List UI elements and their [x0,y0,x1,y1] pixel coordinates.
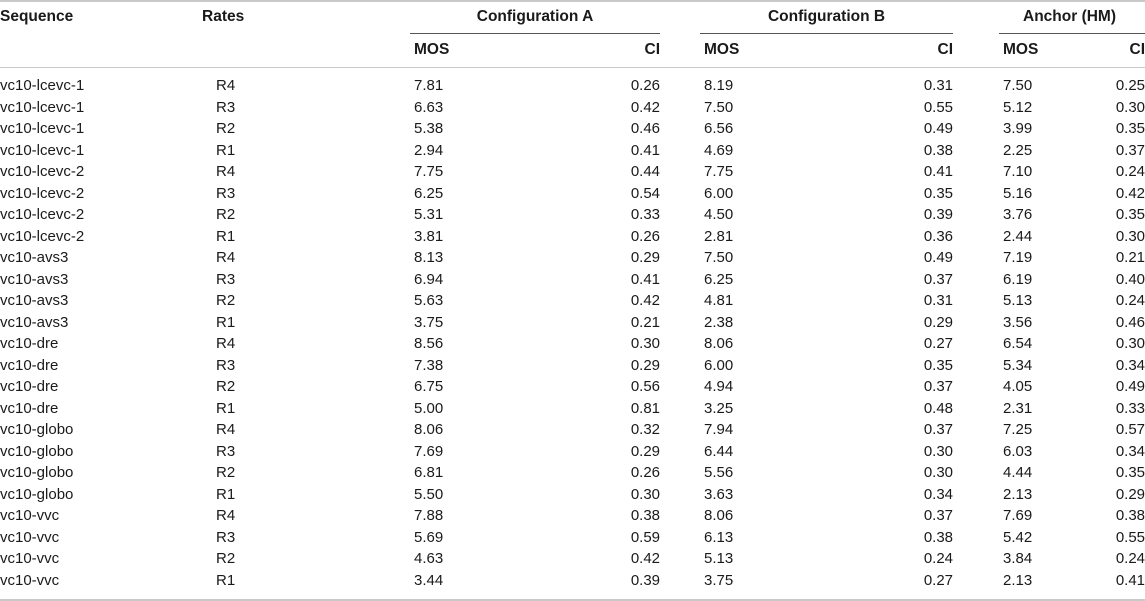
cell-mos-b: 6.00 [704,184,734,202]
table-row [0,226,1145,248]
cell-ci-a: 0.32 [630,421,661,438]
cell-mos-a: 2.94 [414,141,444,159]
cell-mos-a: 3.44 [414,571,444,589]
cell-ci-a: 0.21 [630,313,661,331]
table-row [0,570,1145,592]
cell-sequence: vc10-dre [0,399,59,417]
cell-anchor [999,505,1145,527]
table-row [0,484,1145,506]
cell-ci-anchor: 0.30 [1115,335,1145,352]
table-row [0,548,1145,570]
cell-ci-b: 0.38 [923,141,954,159]
cell-mos-anchor: 7.19 [1003,249,1033,266]
cell-mos-a: 5.00 [414,399,444,417]
cell-anchor [999,527,1145,549]
cell-mos-b: 5.56 [704,464,734,481]
cell-rate: R3 [216,356,236,374]
cell-ci-anchor: 0.57 [1115,421,1145,438]
cell-rate: R4 [216,507,236,524]
cell-mos-b: 4.81 [704,292,734,309]
cell-ci-b: 0.41 [923,163,954,180]
cell-mos-a: 5.38 [414,120,444,137]
header-ci-b: CI [937,40,954,58]
cell-rate: R4 [216,421,236,438]
cell-mos-anchor: 7.10 [1003,163,1033,180]
cell-mos-a: 4.63 [414,550,444,567]
cell-mos-a: 5.50 [414,485,444,503]
header-mos-a: MOS [414,40,450,58]
cell-anchor [999,484,1145,506]
cell-ci-anchor: 0.38 [1115,507,1145,524]
cell-ci-a: 0.42 [630,550,661,567]
cell-ci-anchor: 0.41 [1115,571,1145,589]
cell-sequence: vc10-vvc [0,528,60,546]
cell-mos-a: 7.69 [414,442,444,460]
cell-ci-b: 0.37 [923,270,954,288]
cell-mos-a: 5.69 [414,528,444,546]
table-row [0,462,1145,484]
cell-ci-b: 0.31 [923,77,954,94]
cell-ci-a: 0.30 [630,485,661,503]
cell-ci-anchor: 0.25 [1115,77,1145,94]
cell-mos-a: 7.75 [414,163,444,180]
cell-sequence: vc10-globo [0,464,74,481]
cell-rate: R4 [216,249,236,266]
cell-sequence: vc10-globo [0,442,74,460]
header-group-anchor: Anchor (HM) [999,0,1145,34]
cell-ci-anchor: 0.24 [1115,550,1145,567]
table-row [0,269,1145,291]
cell-ci-b: 0.24 [923,550,954,567]
table-row [0,161,1145,183]
cell-mos-b: 4.50 [704,206,734,223]
table-row [0,355,1145,377]
cell-mos-a: 7.38 [414,356,444,374]
cell-ci-b: 0.30 [923,442,954,460]
cell-anchor [999,441,1145,463]
cell-mos-anchor: 2.13 [1003,571,1033,589]
cell-ci-b: 0.39 [923,206,954,223]
cell-anchor [999,312,1145,334]
cell-ci-anchor: 0.35 [1115,206,1145,223]
table-row [0,204,1145,226]
cell-sequence: vc10-vvc [0,571,60,589]
cell-mos-b: 8.06 [704,507,734,524]
cell-rate: R3 [216,98,236,116]
cell-mos-b: 4.69 [704,141,734,159]
cell-anchor [999,204,1145,226]
header-mos-anchor: MOS [1003,40,1039,58]
cell-ci-anchor: 0.30 [1115,227,1145,245]
cell-mos-anchor: 2.13 [1003,485,1033,503]
cell-ci-a: 0.41 [630,270,661,288]
table-row [0,505,1145,527]
cell-anchor [999,226,1145,248]
cell-ci-anchor: 0.33 [1115,399,1145,417]
table-row [0,527,1145,549]
cell-mos-anchor: 7.50 [1003,77,1033,94]
cell-anchor [999,247,1145,269]
cell-ci-b: 0.55 [923,98,954,116]
cell-rate: R2 [216,378,236,395]
header-group-config-a: Configuration A [410,0,660,34]
cell-ci-b: 0.36 [923,227,954,245]
table-row [0,140,1145,162]
cell-ci-anchor: 0.40 [1115,270,1145,288]
cell-ci-anchor: 0.55 [1115,528,1145,546]
cell-anchor [999,462,1145,484]
cell-ci-a: 0.81 [630,399,661,417]
cell-ci-anchor: 0.37 [1115,141,1145,159]
cell-ci-b: 0.27 [923,335,954,352]
cell-ci-anchor: 0.24 [1115,292,1145,309]
cell-ci-b: 0.29 [923,313,954,331]
table-row [0,376,1145,398]
cell-mos-anchor: 5.34 [1003,356,1033,374]
cell-anchor [999,570,1145,592]
cell-sequence: vc10-lcevc-2 [0,163,85,180]
cell-ci-b: 0.27 [923,571,954,589]
cell-anchor [999,118,1145,140]
cell-ci-anchor: 0.35 [1115,464,1145,481]
cell-ci-a: 0.54 [630,184,661,202]
cell-mos-b: 5.13 [704,550,734,567]
cell-sequence: vc10-globo [0,421,74,438]
table-row [0,247,1145,269]
cell-sequence: vc10-vvc [0,507,60,524]
cell-anchor [999,269,1145,291]
cell-mos-b: 6.13 [704,528,734,546]
cell-mos-anchor: 6.03 [1003,442,1033,460]
cell-ci-a: 0.46 [630,120,661,137]
table-body [0,65,1145,591]
header-mos-b: MOS [704,40,740,58]
cell-mos-a: 3.81 [414,227,444,245]
cell-mos-b: 6.00 [704,356,734,374]
cell-anchor [999,65,1145,97]
cell-mos-b: 6.44 [704,442,734,460]
cell-ci-anchor: 0.49 [1115,378,1145,395]
table-row [0,398,1145,420]
table-row [0,312,1145,334]
cell-mos-b: 8.06 [704,335,734,352]
cell-rate: R2 [216,550,236,567]
header-ci-a: CI [644,40,661,58]
cell-rate: R2 [216,206,236,223]
table-row [0,183,1145,205]
cell-mos-a: 5.63 [414,292,444,309]
cell-anchor [999,333,1145,355]
cell-ci-a: 0.30 [630,335,661,352]
cell-mos-anchor: 5.12 [1003,98,1033,116]
header-group-config-b: Configuration B [700,0,953,34]
cell-ci-a: 0.33 [630,206,661,223]
cell-mos-a: 7.81 [414,77,444,94]
cell-mos-b: 7.50 [704,98,734,116]
header-ci-anchor: CI [1129,40,1145,58]
cell-mos-b: 7.75 [704,163,734,180]
cell-ci-a: 0.59 [630,528,661,546]
cell-rate: R1 [216,571,236,589]
cell-mos-anchor: 6.54 [1003,335,1033,352]
cell-ci-a: 0.29 [630,356,661,374]
cell-anchor [999,140,1145,162]
cell-sequence: vc10-lcevc-1 [0,141,85,159]
cell-mos-a: 6.94 [414,270,444,288]
header-sequence: Sequence [0,7,74,25]
cell-ci-anchor: 0.34 [1115,356,1145,374]
cell-mos-b: 3.63 [704,485,734,503]
cell-rate: R2 [216,292,236,309]
cell-mos-b: 6.56 [704,120,734,137]
cell-ci-a: 0.39 [630,571,661,589]
cell-sequence: vc10-avs3 [0,292,69,309]
cell-sequence: vc10-lcevc-1 [0,77,85,94]
cell-mos-anchor: 4.05 [1003,378,1033,395]
cell-mos-b: 3.25 [704,399,734,417]
cell-mos-a: 5.31 [414,206,444,223]
table-row [0,419,1145,441]
cell-mos-b: 2.38 [704,313,734,331]
cell-sequence: vc10-dre [0,378,59,395]
cell-ci-a: 0.26 [630,77,661,94]
cell-rate: R4 [216,163,236,180]
cell-sequence: vc10-lcevc-2 [0,206,85,223]
cell-sequence: vc10-lcevc-1 [0,98,85,116]
cell-rate: R3 [216,442,236,460]
cell-rate: R3 [216,184,236,202]
cell-sequence: vc10-lcevc-1 [0,120,85,137]
cell-mos-a: 6.63 [414,98,444,116]
cell-mos-anchor: 6.19 [1003,270,1033,288]
table-row [0,118,1145,140]
cell-ci-b: 0.37 [923,421,954,438]
cell-mos-b: 6.25 [704,270,734,288]
cell-ci-b: 0.48 [923,399,954,417]
cell-ci-anchor: 0.30 [1115,98,1145,116]
header-mos-ci-anchor [999,34,1145,66]
cell-ci-a: 0.26 [630,227,661,245]
cell-ci-anchor: 0.34 [1115,442,1145,460]
cell-mos-anchor: 7.25 [1003,421,1033,438]
cell-ci-anchor: 0.35 [1115,120,1145,137]
cell-rate: R1 [216,313,236,331]
cell-ci-a: 0.42 [630,98,661,116]
table-header [0,0,1145,65]
cell-ci-anchor: 0.21 [1115,249,1145,266]
cell-rate: R2 [216,120,236,137]
cell-mos-b: 7.94 [704,421,734,438]
cell-rate: R2 [216,464,236,481]
cell-ci-b: 0.37 [923,507,954,524]
cell-ci-a: 0.38 [630,507,661,524]
cell-sequence: vc10-avs3 [0,249,69,266]
cell-mos-anchor: 4.44 [1003,464,1033,481]
cell-mos-anchor: 2.31 [1003,399,1033,417]
cell-mos-b: 8.19 [704,77,734,94]
cell-rate: R4 [216,77,236,94]
cell-mos-anchor: 2.44 [1003,227,1033,245]
cell-ci-a: 0.41 [630,141,661,159]
table-row [0,333,1145,355]
cell-ci-b: 0.30 [923,464,954,481]
cell-anchor [999,376,1145,398]
cell-mos-anchor: 3.84 [1003,550,1033,567]
cell-ci-b: 0.35 [923,356,954,374]
cell-sequence: vc10-dre [0,335,59,352]
cell-ci-a: 0.42 [630,292,661,309]
cell-mos-a: 6.81 [414,464,444,481]
cell-sequence: vc10-lcevc-2 [0,227,85,245]
cell-anchor [999,97,1145,119]
cell-anchor [999,355,1145,377]
cell-sequence: vc10-lcevc-2 [0,184,85,202]
cell-ci-anchor: 0.29 [1115,485,1145,503]
cell-rate: R1 [216,141,236,159]
cell-mos-anchor: 2.25 [1003,141,1033,159]
cell-sequence: vc10-globo [0,485,74,503]
cell-rate: R1 [216,227,236,245]
cell-ci-b: 0.38 [923,528,954,546]
table-row [0,441,1145,463]
cell-rate: R1 [216,399,236,417]
cell-rate: R3 [216,528,236,546]
cell-sequence: vc10-avs3 [0,270,69,288]
cell-mos-anchor: 5.16 [1003,184,1033,202]
cell-ci-anchor: 0.42 [1115,184,1145,202]
cell-mos-b: 7.50 [704,249,734,266]
cell-ci-b: 0.31 [923,292,954,309]
cell-mos-anchor: 5.13 [1003,292,1033,309]
cell-mos-a: 7.88 [414,507,444,524]
cell-mos-anchor: 3.99 [1003,120,1033,137]
cell-ci-b: 0.49 [923,249,954,266]
cell-mos-a: 6.25 [414,184,444,202]
cell-mos-a: 6.75 [414,378,444,395]
cell-ci-anchor: 0.46 [1115,313,1145,331]
cell-ci-b: 0.34 [923,485,954,503]
table-row [0,290,1145,312]
cell-ci-a: 0.29 [630,442,661,460]
cell-sequence: vc10-dre [0,356,59,374]
cell-ci-b: 0.37 [923,378,954,395]
cell-ci-a: 0.29 [630,249,661,266]
cell-mos-b: 2.81 [704,227,734,245]
cell-mos-a: 8.56 [414,335,444,352]
cell-sequence: vc10-avs3 [0,313,69,331]
cell-ci-anchor: 0.24 [1115,163,1145,180]
cell-mos-a: 8.06 [414,421,444,438]
cell-anchor [999,398,1145,420]
header-separator [0,67,1145,68]
cell-mos-b: 3.75 [704,571,734,589]
cell-anchor [999,290,1145,312]
cell-anchor [999,548,1145,570]
cell-anchor [999,183,1145,205]
cell-mos-b: 4.94 [704,378,734,395]
cell-mos-a: 3.75 [414,313,444,331]
cell-ci-b: 0.35 [923,184,954,202]
cell-ci-b: 0.49 [923,120,954,137]
cell-ci-a: 0.44 [630,163,661,180]
cell-rate: R4 [216,335,236,352]
cell-mos-anchor: 5.42 [1003,528,1033,546]
cell-sequence: vc10-vvc [0,550,60,567]
table-row [0,97,1145,119]
table-row [0,65,1145,97]
cell-rate: R1 [216,485,236,503]
header-rates: Rates [202,7,245,25]
cell-mos-anchor: 3.56 [1003,313,1033,331]
cell-ci-a: 0.26 [630,464,661,481]
cell-mos-a: 8.13 [414,249,444,266]
cell-ci-a: 0.56 [630,378,661,395]
cell-anchor [999,419,1145,441]
cell-rate: R3 [216,270,236,288]
cell-mos-anchor: 3.76 [1003,206,1033,223]
cell-anchor [999,161,1145,183]
cell-mos-anchor: 7.69 [1003,507,1033,524]
